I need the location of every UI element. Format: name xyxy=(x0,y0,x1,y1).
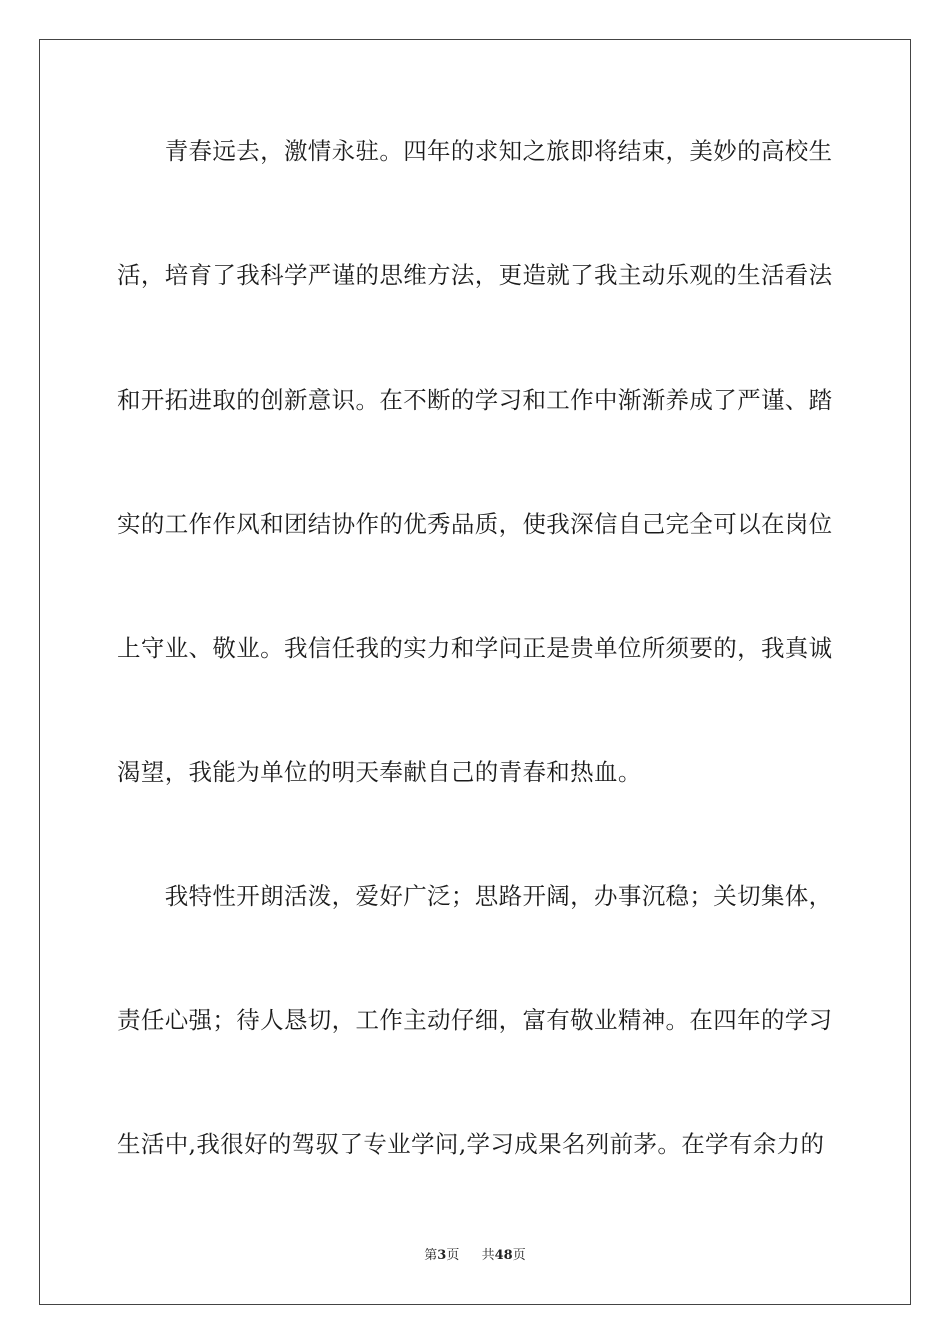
page-border xyxy=(39,39,911,1305)
total-prefix: 共 xyxy=(481,1248,495,1263)
total-suffix: 页 xyxy=(512,1248,526,1263)
page-prefix: 第 xyxy=(424,1248,438,1263)
paragraph-2-line-2: 责任心强；待人恳切，工作主动仔细，富有敬业精神。在四年的学习 xyxy=(117,1006,833,1034)
page-suffix: 页 xyxy=(446,1248,460,1263)
total-pages: 48 xyxy=(494,1248,513,1263)
paragraph-1-line-3: 和开拓进取的创新意识。在不断的学习和工作中渐渐养成了严谨、踏 xyxy=(117,386,833,414)
paragraph-2-line-3: 生活中,我很好的驾驭了专业学问,学习成果名列前茅。在学有余力的 xyxy=(117,1130,825,1158)
total-pages-indicator xyxy=(482,1247,526,1265)
page-indicator xyxy=(424,1247,459,1265)
paragraph-1-line-1: 青春远去，激情永驻。四年的求知之旅即将结束，美妙的高校生 xyxy=(117,137,833,165)
paragraph-1-line-2: 活，培育了我科学严谨的思维方法，更造就了我主动乐观的生活看法 xyxy=(117,261,833,289)
paragraph-1-line-5: 上守业、敬业。我信任我的实力和学问正是贵单位所须要的，我真诚 xyxy=(117,634,833,662)
page-number: 3 xyxy=(437,1248,447,1263)
paragraph-2-line-1: 我特性开朗活泼，爱好广泛；思路开阔，办事沉稳；关切集体， xyxy=(117,882,833,910)
paragraph-1-line-6: 渴望，我能为单位的明天奉献自己的青春和热血。 xyxy=(117,758,642,786)
page-footer xyxy=(0,1247,950,1265)
paragraph-1-line-4: 实的工作作风和团结协作的优秀品质，使我深信自己完全可以在岗位 xyxy=(117,510,833,538)
